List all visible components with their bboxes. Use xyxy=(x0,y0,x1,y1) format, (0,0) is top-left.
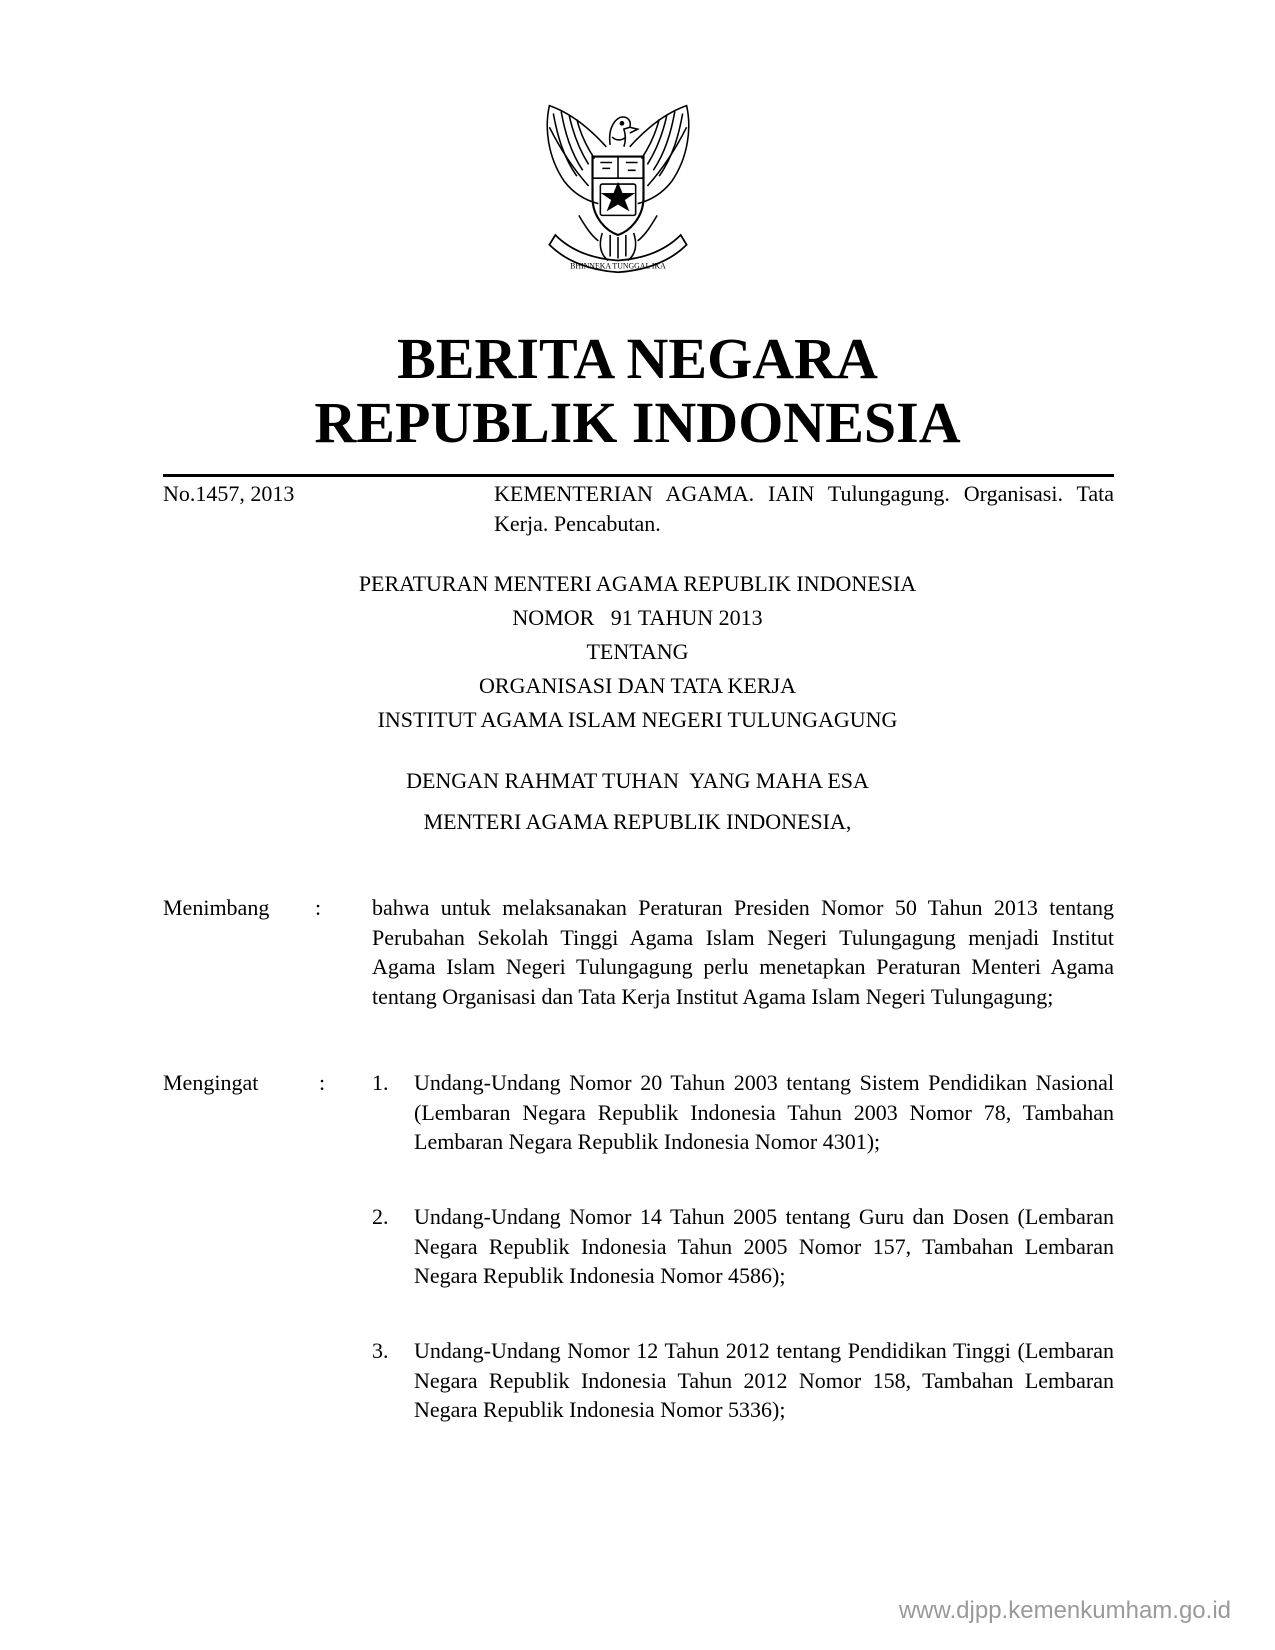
svg-text:BHINNEKA TUNGGAL IKA: BHINNEKA TUNGGAL IKA xyxy=(570,261,666,271)
footer-url: www.djpp.kemenkumham.go.id xyxy=(898,1597,1231,1624)
menimbang-text: bahwa untuk melaksanakan Peraturan Presiden Nomor 50 Tahun 2013 tentang Perubahan Sekolah Tinggi Agama Islam Negeri Tulungagung menjadi Institut Agama Islam Negeri Tulungagung perlu menetapkan Peraturan Menteri Agama tentang Organisasi dan Tata Kerja Institut Agama Islam Negeri Tulungagung; xyxy=(372,895,1114,1009)
mengingat-item-text: Undang-Undang Nomor 20 Tahun 2003 tentang Sistem Pendidikan Nasional (Lembaran Negara Republik Indonesia Tahun 2003 Nomor 78, Tambahan Lembaran Negara Republik Indonesia Nomor 4301); xyxy=(414,1070,1114,1154)
invocation: DENGAN RAHMAT TUHAN YANG MAHA ESA xyxy=(406,768,869,793)
mengingat-label: Mengingat xyxy=(163,1070,259,1095)
menimbang-label: Menimbang xyxy=(163,895,270,920)
regulation-about: TENTANG xyxy=(586,639,689,664)
mengingat-item-text: Undang-Undang Nomor 12 Tahun 2012 tentang Pendidikan Tinggi (Lembaran Negara Republik Indonesia Tahun 2012 Nomor 158, Tambahan Lembaran Negara Republik Indonesia Nomor 5336); xyxy=(414,1338,1114,1422)
mengingat-item xyxy=(372,1202,1114,1291)
masthead-subtitle: REPUBLIK INDONESIA xyxy=(314,390,961,455)
gazette-number: No.1457, 2013 xyxy=(163,481,295,506)
regulation-subject-line1: ORGANISASI DAN TATA KERJA xyxy=(479,673,796,698)
regulation-subject-line2: INSTITUT AGAMA ISLAM NEGERI TULUNGAGUNG xyxy=(377,707,898,732)
mengingat-item-number: 2. xyxy=(372,1204,389,1229)
mengingat-item xyxy=(372,1068,1114,1157)
mengingat-colon: : xyxy=(319,1070,326,1095)
masthead-divider xyxy=(163,474,1114,477)
mengingat-item-number: 3. xyxy=(372,1338,389,1363)
gazette-subject: KEMENTERIAN AGAMA. IAIN Tulungagung. Organisasi. Tata Kerja. Pencabutan. xyxy=(494,481,1114,536)
regulation-title: PERATURAN MENTERI AGAMA REPUBLIK INDONESIA xyxy=(358,571,917,596)
masthead-title: BERITA NEGARA xyxy=(397,326,878,391)
mengingat-item-text: Undang-Undang Nomor 14 Tahun 2005 tentang Guru dan Dosen (Lembaran Negara Republik Indonesia Tahun 2005 Nomor 157, Tambahan Lembaran Negara Republik Indonesia Nomor 4586); xyxy=(414,1204,1114,1288)
minister-heading: MENTERI AGAMA REPUBLIK INDONESIA, xyxy=(423,809,852,834)
mengingat-item xyxy=(372,1336,1114,1425)
regulation-number: NOMOR 91 TAHUN 2013 xyxy=(512,605,763,630)
preamble-block xyxy=(0,764,1275,839)
regulation-title-block xyxy=(0,567,1275,737)
menimbang-colon: : xyxy=(315,895,322,920)
mengingat-item-number: 1. xyxy=(372,1070,389,1095)
garuda-emblem xyxy=(520,88,716,284)
